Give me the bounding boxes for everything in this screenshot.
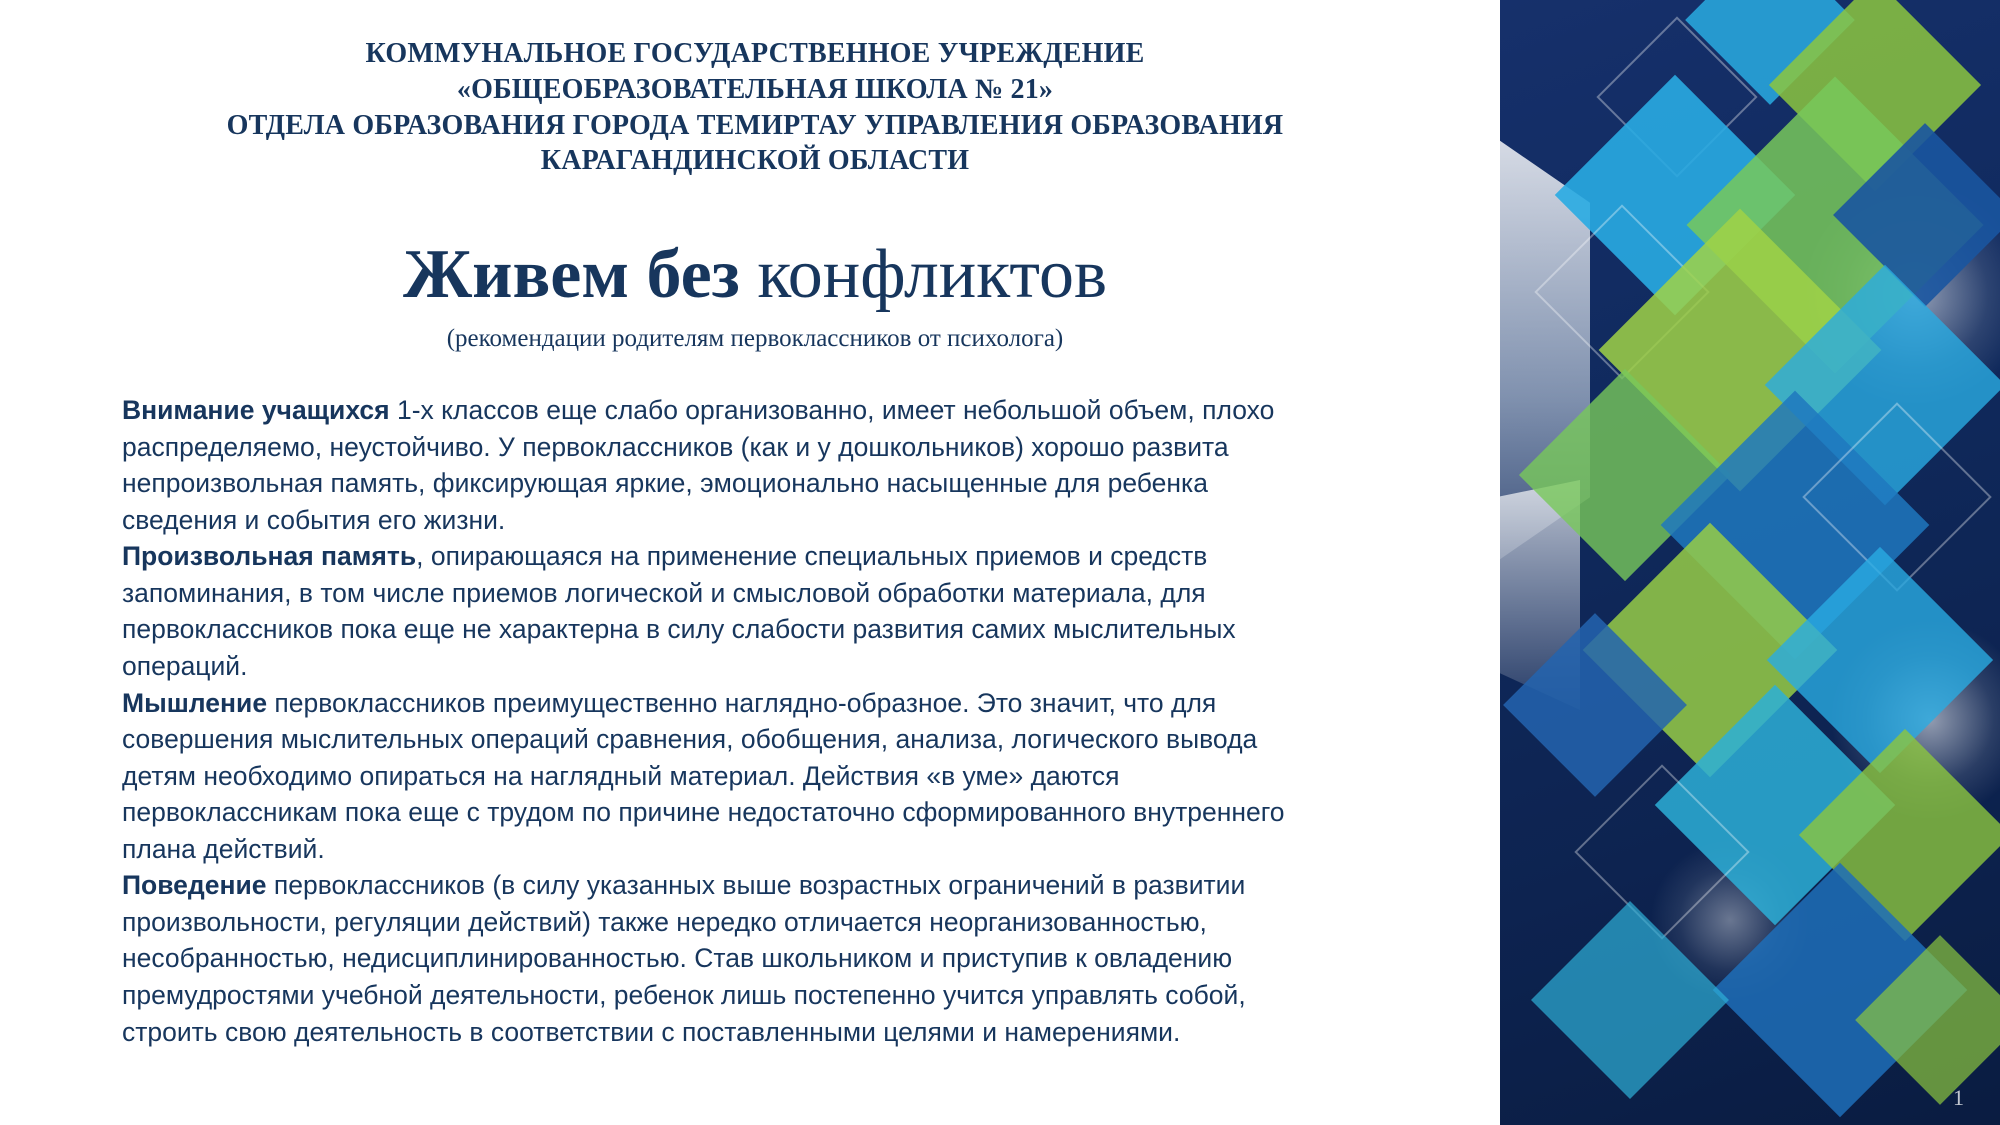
paragraph-lead: Внимание учащихся [122, 395, 390, 425]
org-header-line-1: КОММУНАЛЬНОЕ ГОСУДАРСТВЕННОЕ УЧРЕЖДЕНИЕ [365, 38, 1145, 69]
body-text [122, 392, 1327, 1050]
paragraph-body: первоклассников (в силу указанных выше возрастных ограничений в развитии произвольности, регуляции действий) также нередко отличается неорганизованностью, несобранностью, недисциплинированностью. Став школьником и приступив к овладению премудростями учебной деятельности, ребенок лишь постепенно учится управлять собой, строить свою деятельность в соответствии с поставленными целями и намерениями. [122, 870, 1246, 1047]
diamond-shape [1531, 901, 1729, 1099]
org-header-line-2: «ОБЩЕОБРАЗОВАТЕЛЬНАЯ ШКОЛА № 21» [456, 73, 1054, 105]
title-regular-part: конфликтов [739, 236, 1108, 313]
paragraph-lead: Мышление [122, 687, 268, 718]
paragraph-attention [122, 392, 1327, 538]
paragraph-lead: Поведение [122, 870, 267, 901]
paragraph-thinking [122, 685, 1327, 868]
paragraph-memory [122, 538, 1327, 684]
organization-header [120, 36, 1390, 179]
paragraph-body: 1-х классов еще слабо организованно, имеет небольшой объем, плохо распределяемо, неустойчиво. У первоклассников (как и у дошкольников) хорошо развита непроизвольная память, фиксирующая яркие, эмоционально насыщенные для ребенка сведения и события его жизни. [122, 395, 1275, 535]
paragraph-behavior [122, 867, 1327, 1050]
org-header-line-4: КАРАГАНДИНСКОЙ ОБЛАСТИ [540, 145, 970, 177]
paragraph-lead: Произвольная память [122, 541, 417, 572]
title-bold-part: Живем без [402, 236, 740, 313]
org-header-line-3: ОТДЕЛА ОБРАЗОВАНИЯ ГОРОДА ТЕМИРТАУ УПРАВЛЕНИЯ ОБРАЗОВАНИЯ [226, 109, 1284, 141]
page-subtitle: (рекомендации родителям первоклассников от психолога) [446, 325, 1064, 352]
page-number: 1 [1953, 1085, 1964, 1110]
paragraph-body: первоклассников преимущественно наглядно-образное. Это значит, что для совершения мыслительных операций сравнения, обобщения, анализа, логического вывода детям необходимо опираться на наглядный материал. Действия «в уме» даются первоклассникам пока еще с трудом по причине недостаточно сформированного внутреннего плана действий. [122, 687, 1285, 864]
decorative-panel [1500, 0, 2000, 1125]
page-title [120, 238, 1390, 312]
paragraph-body: , опирающаяся на применение специальных приемов и средств запоминания, в том числе приемов логической и смысловой обработки материала, для первоклассников пока еще не характерна в силу слабости развития самих мыслительных операций. [122, 541, 1236, 681]
